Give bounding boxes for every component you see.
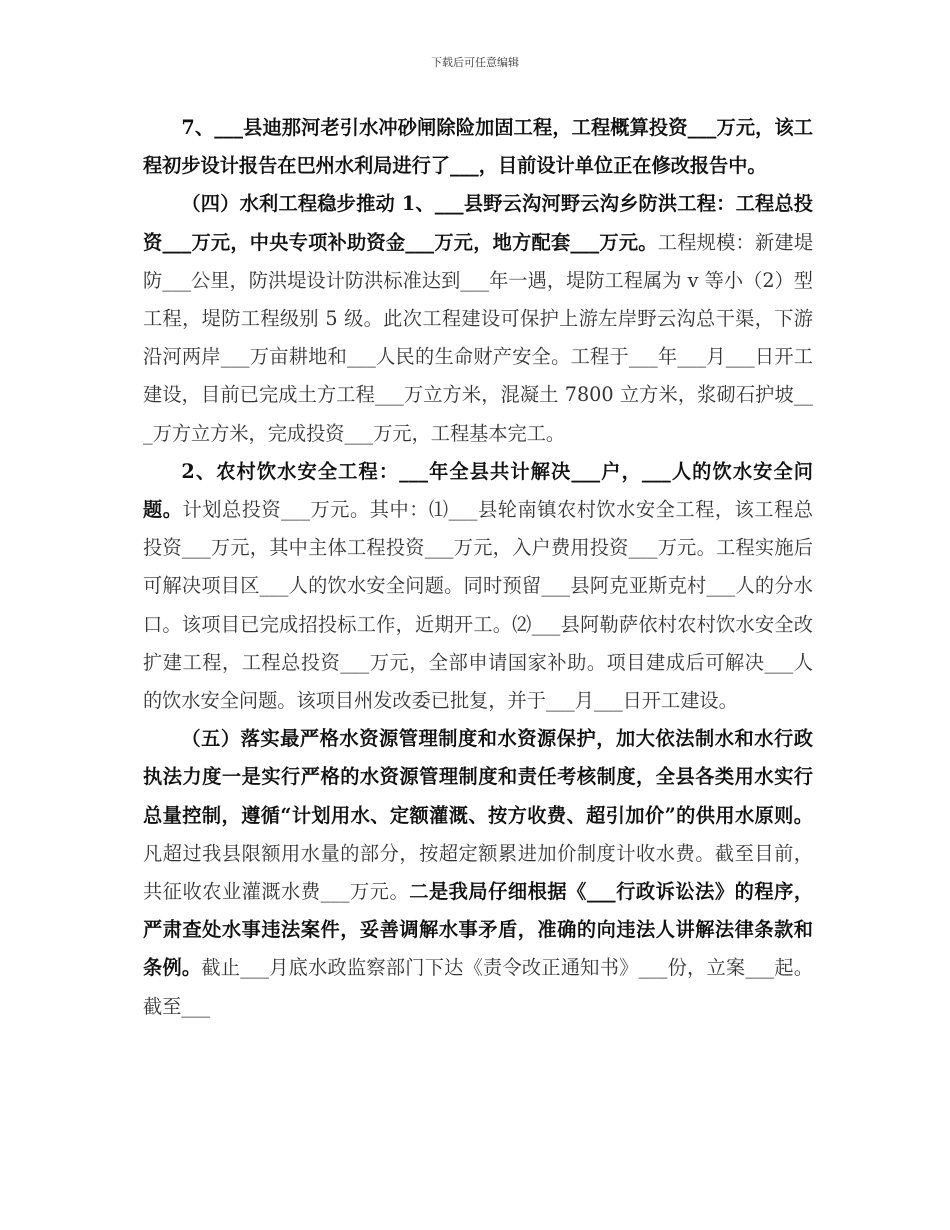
- page-header: 下载后可任意编辑: [431, 56, 519, 69]
- body-text: 工程规模：新建堤防___公里，防洪堤设计防洪标准达到___年一遇，堤防工程属为 v 等小（2）型工程，堤防工程级别 5 级。此次工程建设可保护上游左岸野云沟总干渠，下游沿河两岸___万亩耕地和___人民的生命财产安全。工程于___年___月___日开工建设，目前已完成土方工程___万立方米，混凝土 7800 立方米，浆砌石护坡___万方立方米，完成投资___万元，工程基本完工。: [143, 230, 814, 445]
- paragraph-4-water-projects: [143, 185, 813, 452]
- body-text: 凡超过我县限额用水量的部分，按超定额累进加价制度计收水费。截至目前，共征收农业灌溉水费___万元。: [143, 841, 813, 904]
- paragraph-2-rural-drinking-water: [143, 453, 813, 720]
- paragraph-7-dinahe-project: [143, 109, 813, 185]
- document-body: [143, 109, 813, 1026]
- bold-text: 2、农村饮水安全工程：___年全县共计解决___户，___人的饮水安全问题。: [143, 459, 813, 522]
- bold-text: 二是我局仔细根据《___行政诉讼法》的程序，严肃查处水事违法案件，妥善调解水事矛盾，准确的向违法人讲解法律条款和条例。: [143, 880, 814, 980]
- body-text: 计划总投资___万元。其中：⑴___县轮南镇农村饮水安全工程，该工程总投资___万元，其中主体工程投资___万元，入户费用投资___万元。工程实施后可解决项目区___人的饮水安全问题。同时预留___县阿克亚斯克村___人的分水口。该项目已完成招投标工作，近期开工。⑵___县阿勒萨依村农村饮水安全改扩建工程，工程总投资___万元，全部申请国家补助。项目建成后可解决___人的饮水安全问题。该项目州发改委已批复，并于___月___日开工建设。: [143, 498, 814, 713]
- paragraph-5-water-resource-management: [143, 720, 813, 1026]
- bold-text: （四）水利工程稳步推动 1、___县野云沟河野云沟乡防洪工程：工程总投资___万元，中央专项补助资金___万元，地方配套___万元。: [143, 192, 813, 254]
- bold-text: （五）落实最严格水资源管理制度和水资源保护，加大依法制水和水行政执法力度一是实行严格的水资源管理制度和责任考核制度，全县各类用水实行总量控制，遵循“计划用水、定额灌溉、按方收费、超引加价”的供用水原则。: [143, 727, 813, 827]
- body-text: 截止___月底水政监察部门下达《责令改正通知书》___份，立案___起。截至___: [143, 956, 814, 1018]
- bold-text: 7、___县迪那河老引水冲砂闸除险加固工程，工程概算投资___万元，该工程初步设计报告在巴州水利局进行了___，目前设计单位正在修改报告中。: [143, 116, 813, 178]
